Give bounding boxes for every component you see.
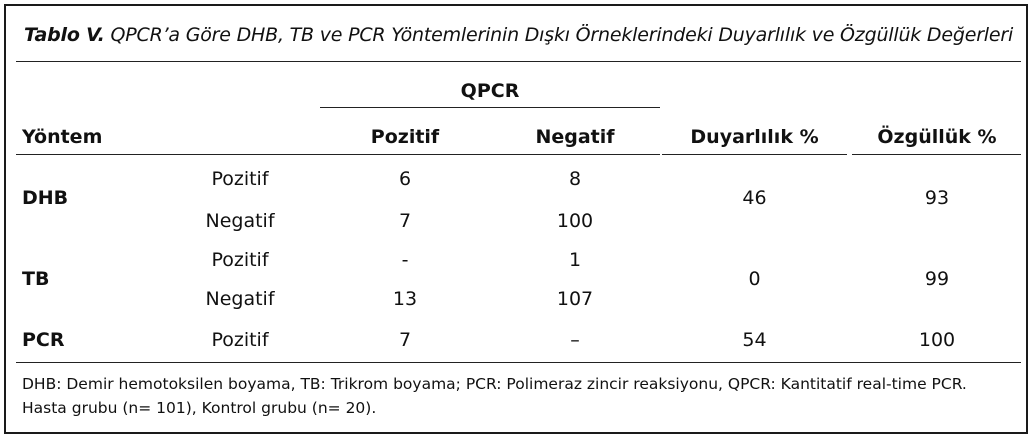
result-cell: Pozitif xyxy=(211,249,269,271)
method-cell: TB xyxy=(22,268,50,290)
header-rule-left xyxy=(16,154,660,155)
sensitivity-cell: 54 xyxy=(742,329,767,351)
sensitivity-cell: 46 xyxy=(742,187,767,209)
header-positive: Pozitif xyxy=(370,126,440,148)
header-sensitivity: Duyarlılık % xyxy=(690,126,819,148)
top-rule xyxy=(16,61,1021,62)
specificity-cell: 100 xyxy=(918,329,956,351)
sensitivity-cell: 0 xyxy=(748,268,761,290)
negative-cell: 8 xyxy=(568,168,582,190)
header-negative: Negatif xyxy=(535,126,615,148)
positive-cell: - xyxy=(401,249,409,271)
bottom-rule xyxy=(16,362,1021,363)
negative-cell: – xyxy=(570,329,580,351)
table-footnote: DHB: Demir hemotoksilen boyama, TB: Trikrom boyama; PCR: Polimeraz zincir reaksiyonu, QPCR: Kantitatif real-time PCR. Hasta grubu (n= 101), Kontrol grubu (n= 20). xyxy=(22,375,967,417)
table-caption xyxy=(24,24,1013,46)
header-method: Yöntem xyxy=(22,126,103,148)
result-cell: Negatif xyxy=(205,210,275,232)
qpcr-group-rule xyxy=(320,107,660,108)
header-rule-specificity xyxy=(852,154,1021,155)
specificity-cell: 93 xyxy=(924,187,950,209)
positive-cell: 7 xyxy=(398,329,412,351)
method-cell: DHB xyxy=(22,187,69,209)
positive-cell: 6 xyxy=(398,168,412,190)
specificity-cell: 99 xyxy=(924,268,950,290)
positive-cell: 7 xyxy=(398,210,412,232)
table-frame xyxy=(4,4,1028,434)
negative-cell: 1 xyxy=(568,249,582,271)
header-qpcr: QPCR xyxy=(460,80,520,102)
positive-cell: 13 xyxy=(392,288,418,310)
result-cell: Negatif xyxy=(205,288,275,310)
negative-cell: 107 xyxy=(556,288,594,310)
negative-cell: 100 xyxy=(556,210,594,232)
header-rule-sensitivity xyxy=(662,154,847,155)
result-cell: Pozitif xyxy=(211,329,269,351)
caption-label: Tablo V. xyxy=(24,24,105,46)
caption-text: QPCR’a Göre DHB, TB ve PCR Yöntemlerinin Dışkı Örneklerindeki Duyarlılık ve Özgüllük Değerleri xyxy=(110,24,1014,46)
header-specificity: Özgüllük % xyxy=(877,126,997,148)
method-cell: PCR xyxy=(22,329,65,351)
result-cell: Pozitif xyxy=(211,168,269,190)
